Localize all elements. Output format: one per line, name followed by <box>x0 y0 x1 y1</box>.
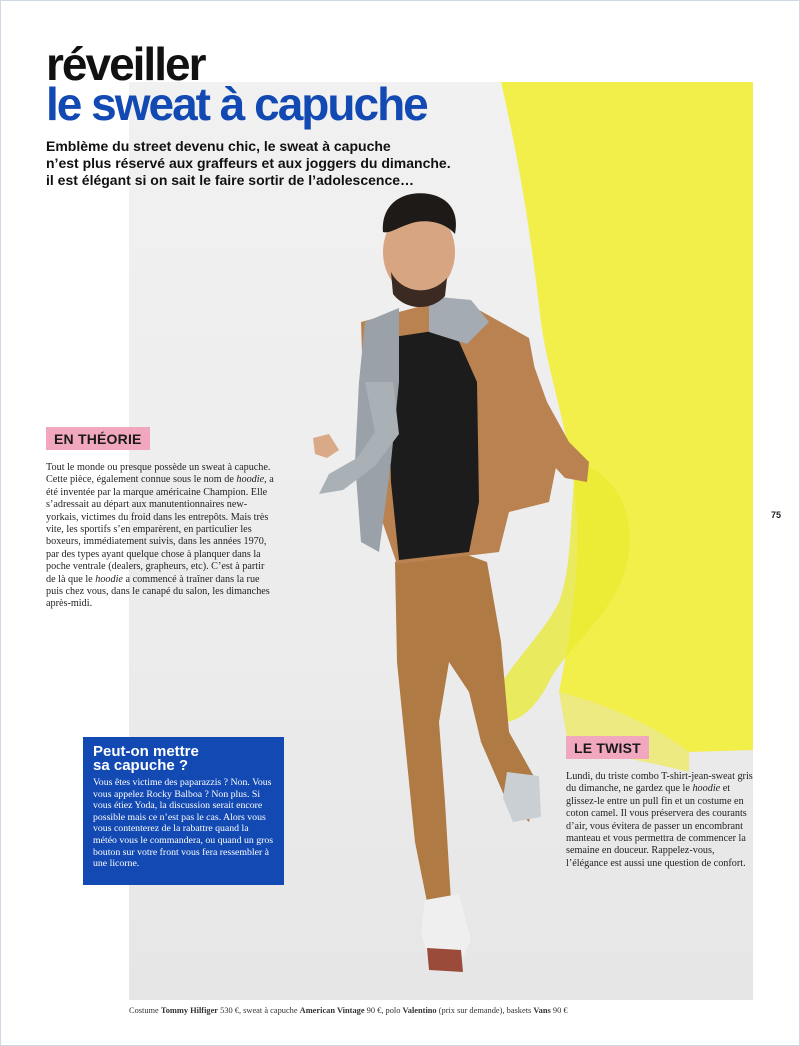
twist-text-italic: hoodie <box>692 783 721 795</box>
theory-text <box>46 462 274 611</box>
twist-text-part: Lundi, du triste combo T-shirt-jean-sweat gris du dimanche, ne gardez que le <box>566 771 753 795</box>
credit-text: Costume <box>129 1006 161 1015</box>
credit-brand: Vans <box>533 1006 551 1015</box>
box-title-line-2: sa capuche ? <box>93 757 189 774</box>
sidebar-box-hood <box>83 737 284 885</box>
theory-text-part: Tout le monde ou presque possède un sweat à capuche. Cette pièce, également connue sous le nom de <box>46 462 271 486</box>
box-text: Vous êtes victime des paparazzis ? Non. Vous vous appelez Rocky Balboa ? Non plus. Si vous étiez Yoda, la discussion serait encore possible mais ce n’est pas le cas. Alors vous vous contenterez de la rabattre quand la météo vous le commandera, ou quand un gros bouton sur votre front vous fera ressembler à une licorne. <box>93 777 274 870</box>
intro-paragraph <box>46 138 516 189</box>
credit-text: (prix sur demande), baskets <box>436 1006 534 1015</box>
intro-line-1: Emblème du street devenu chic, le sweat à capuche <box>46 138 391 154</box>
theory-text-part: a commencé à traîner dans la rue puis chez vous, dans le canapé du salon, les dimanches après-midi. <box>46 573 270 610</box>
headline-line-1: réveiller <box>46 38 205 90</box>
page-number: 75 <box>771 510 782 520</box>
box-title-line-1: Peut-on mettre <box>93 743 199 760</box>
theory-text-italic: hoodie <box>236 474 265 486</box>
twist-text-part: et glissez-le entre un pull fin et un costume en coton camel. Il vous préservera des courants d’air, vous évitera de passer un encombrant manteau et vous permettra de commencer la semaine en douceur. Rappelez-vous, l’élégance est aussi une question de confort. <box>566 783 747 869</box>
intro-line-3: il est élégant si on sait le faire sortir de l’adolescence… <box>46 172 415 188</box>
theory-text-italic: hoodie <box>95 573 123 585</box>
credit-brand: American Vintage <box>299 1006 365 1015</box>
headline-line-2: le sweat à capuche <box>46 78 427 130</box>
theory-text-part: , a été inventée par la marque américaine Champion. Elle s’adressait au départ aux manutentionnaires new-yorkais, victimes du froid dans les entrepôts. Mais très vite, les sportifs s’en emparèrent, en particulier les boxeurs, immédiatement suivis, dans les années 1970, par des types ayant quelque chose à planquer dans la poche ventrale (dealers, grapheurs, etc). C’est à partir de là que le <box>46 474 274 585</box>
theory-label: EN THÉORIE <box>46 427 150 450</box>
twist-text <box>566 771 756 870</box>
credit-brand: Valentino <box>402 1006 437 1015</box>
article-headline <box>46 38 427 130</box>
credit-brand: Tommy Hilfiger <box>160 1006 219 1015</box>
photo-credit <box>129 1006 769 1015</box>
twist-label: LE TWIST <box>566 736 649 759</box>
credit-text: 530 €, sweat à capuche <box>218 1006 300 1015</box>
box-title <box>93 745 274 773</box>
credit-text: 90 €, polo <box>364 1006 403 1015</box>
credit-text: 90 € <box>550 1006 568 1015</box>
intro-line-2: n’est plus réservé aux graffeurs et aux joggers du dimanche. <box>46 155 451 171</box>
